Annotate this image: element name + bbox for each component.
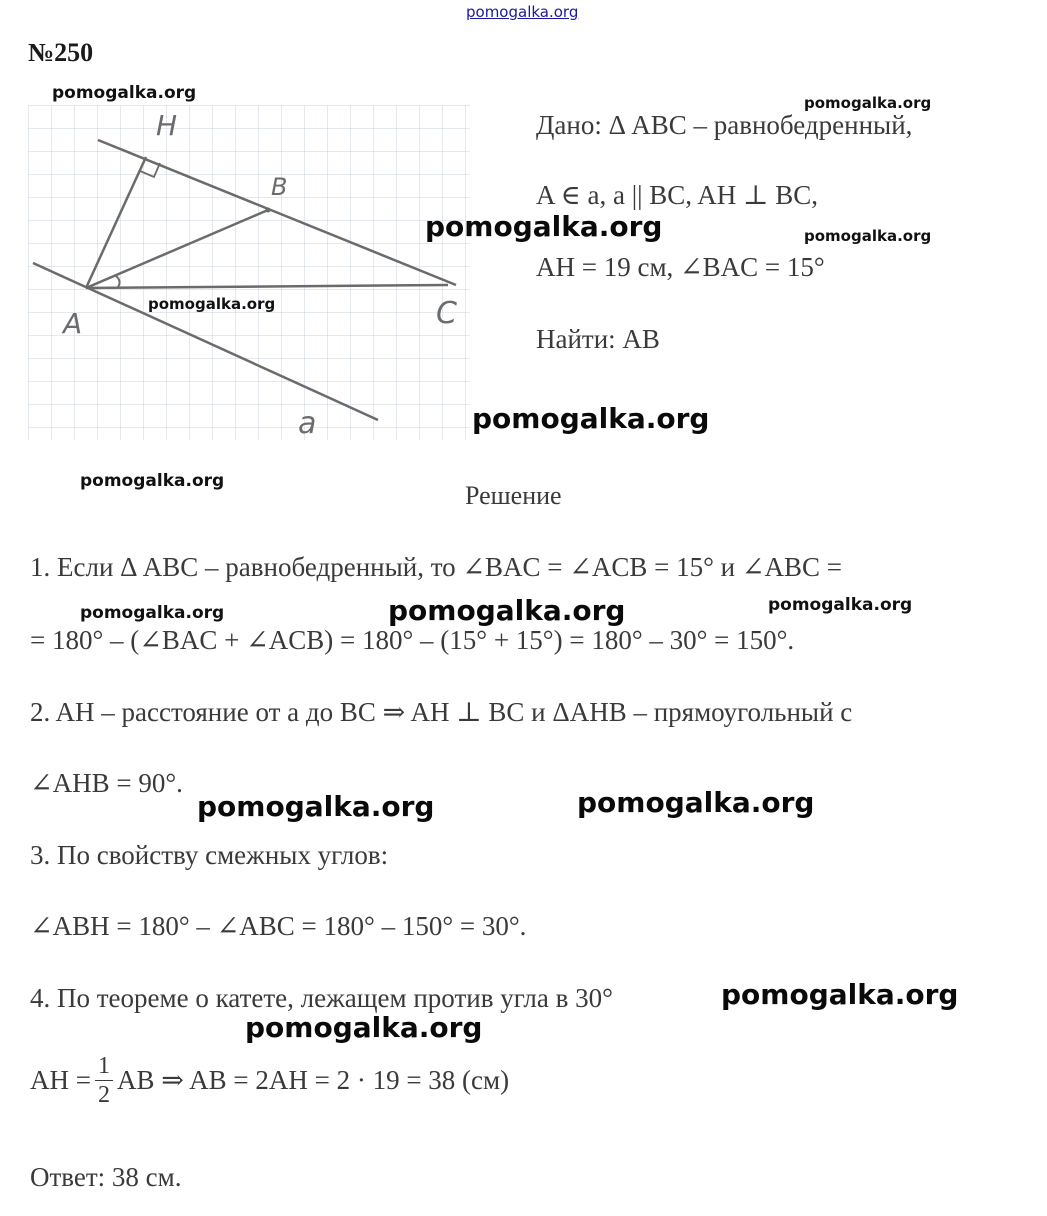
watermark-14: pomogalka.org (245, 1011, 483, 1044)
watermark-2: pomogalka.org (804, 94, 932, 112)
watermark-9: pomogalka.org (388, 594, 626, 627)
problem-number: №250 (28, 38, 94, 67)
step-2-line-2: ∠AHB = 90°. (30, 768, 183, 798)
watermark-5: pomogalka.org (148, 295, 276, 313)
step-4-line-1: 4. По теореме о катете, лежащем против угла в 30° (30, 983, 613, 1013)
watermark-7: pomogalka.org (80, 471, 225, 491)
answer: Ответ: 38 см. (30, 1162, 182, 1192)
label-line-a: a (298, 406, 317, 440)
watermark-1: pomogalka.org (52, 83, 197, 103)
find-line: Найти: AB (536, 324, 660, 354)
formula-lhs: AH = (30, 1065, 91, 1095)
fraction-numerator: 1 (95, 1054, 113, 1081)
watermark-12: pomogalka.org (577, 786, 815, 819)
step-3-line-2: ∠ABH = 180° – ∠ABC = 180° – 150° = 30°. (30, 911, 527, 941)
watermark-4: pomogalka.org (804, 227, 932, 245)
label-b: B (271, 173, 288, 201)
watermark-10: pomogalka.org (768, 595, 913, 615)
watermark-6: pomogalka.org (472, 402, 710, 435)
given-line-1: Дано: Δ ABC – равнобедренный, (536, 110, 913, 140)
label-c: C (436, 296, 457, 331)
step-2-line-1: 2. AH – расстояние от a до BC ⇒ AH ⊥ BC и ΔAHB – прямоугольный с (30, 697, 853, 727)
label-a-point: A (63, 307, 83, 340)
formula-rest: AB ⇒ AB = 2AH = 2 · 19 = 38 (см) (116, 1065, 510, 1095)
watermark-11: pomogalka.org (197, 790, 435, 823)
point-b (266, 208, 271, 213)
given-line-3: AH = 19 см, ∠BAC = 15° (536, 252, 825, 282)
step-1-line-1: 1. Если Δ ABC – равнобедренный, то ∠BAC = ∠ACB = 15° и ∠ABC = (30, 552, 842, 582)
step-1-line-2: = 180° – (∠BAC + ∠ACB) = 180° – (15° + 15°) = 180° – 30° = 150°. (30, 625, 795, 655)
fraction-one-half (95, 1054, 113, 1107)
watermark-8: pomogalka.org (80, 603, 225, 623)
label-h: H (156, 109, 178, 142)
fraction-denominator: 2 (97, 1082, 110, 1108)
header-watermark[interactable]: pomogalka.org (466, 3, 579, 21)
watermark-13: pomogalka.org (721, 978, 959, 1011)
step-3-line-1: 3. По свойству смежных углов: (30, 840, 389, 870)
step-4-formula (30, 1054, 509, 1107)
geometry-figure (28, 105, 470, 440)
watermark-3: pomogalka.org (425, 210, 663, 243)
given-line-2: A ∈ a, a || BC, AH ⊥ BC, (536, 180, 818, 210)
solution-title: Решение (465, 481, 562, 510)
